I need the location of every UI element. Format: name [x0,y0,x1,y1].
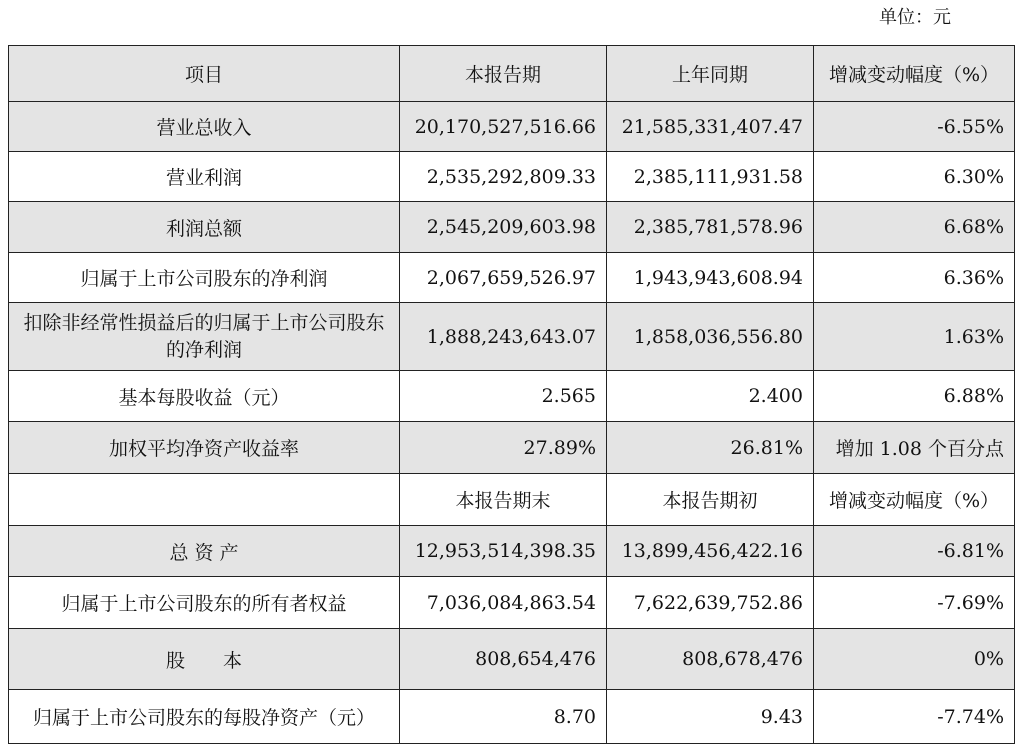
financial-summary-table [8,45,1015,744]
change-value: 6.36% [814,253,1015,303]
prior-value: 2.400 [607,371,814,422]
change-value: 0% [814,629,1015,690]
header-period-end: 本报告期末 [400,474,607,526]
table-subheader-row [9,474,1015,526]
prior-value: 9.43 [607,690,814,744]
header-current-period: 本报告期 [400,46,607,102]
header-change: 增减变动幅度（%） [814,474,1015,526]
current-value: 808,654,476 [400,629,607,690]
row-label: 归属于上市公司股东的所有者权益 [9,577,400,629]
current-value: 7,036,084,863.54 [400,577,607,629]
header-period-start: 本报告期初 [607,474,814,526]
table-row [9,422,1015,474]
current-value: 2,535,292,809.33 [400,152,607,202]
row-label: 归属于上市公司股东的净利润 [9,253,400,303]
row-label: 股 本 [9,629,400,690]
prior-value: 2,385,111,931.58 [607,152,814,202]
prior-value: 1,858,036,556.80 [607,303,814,371]
change-value: 增加 1.08 个百分点 [814,422,1015,474]
change-value: -6.55% [814,102,1015,152]
prior-value: 21,585,331,407.47 [607,102,814,152]
table-row [9,102,1015,152]
change-value: 1.63% [814,303,1015,371]
change-value: -6.81% [814,526,1015,577]
row-label: 利润总额 [9,202,400,253]
prior-value: 13,899,456,422.16 [607,526,814,577]
table-row [9,303,1015,371]
prior-value: 26.81% [607,422,814,474]
current-value: 1,888,243,643.07 [400,303,607,371]
table-row [9,577,1015,629]
change-value: 6.88% [814,371,1015,422]
table-row [9,690,1015,744]
table-row [9,526,1015,577]
current-value: 2,545,209,603.98 [400,202,607,253]
table-row [9,202,1015,253]
subheader-blank [9,474,400,526]
row-label: 基本每股收益（元） [9,371,400,422]
current-value: 20,170,527,516.66 [400,102,607,152]
table-row [9,152,1015,202]
change-value: -7.69% [814,577,1015,629]
prior-value: 2,385,781,578.96 [607,202,814,253]
table-header-row [9,46,1015,102]
row-label: 总 资 产 [9,526,400,577]
change-value: 6.68% [814,202,1015,253]
current-value: 2,067,659,526.97 [400,253,607,303]
change-value: -7.74% [814,690,1015,744]
prior-value: 1,943,943,608.94 [607,253,814,303]
row-label: 营业总收入 [9,102,400,152]
table-row [9,629,1015,690]
unit-label: 单位：元 [879,7,951,28]
header-item: 项目 [9,46,400,102]
row-label: 加权平均净资产收益率 [9,422,400,474]
current-value: 12,953,514,398.35 [400,526,607,577]
current-value: 8.70 [400,690,607,744]
table-row [9,253,1015,303]
row-label: 归属于上市公司股东的每股净资产（元） [9,690,400,744]
current-value: 27.89% [400,422,607,474]
header-prior-period: 上年同期 [607,46,814,102]
table-row [9,371,1015,422]
change-value: 6.30% [814,152,1015,202]
row-label: 扣除非经常性损益后的归属于上市公司股东的净利润 [9,303,400,371]
header-change: 增减变动幅度（%） [814,46,1015,102]
current-value: 2.565 [400,371,607,422]
prior-value: 7,622,639,752.86 [607,577,814,629]
prior-value: 808,678,476 [607,629,814,690]
row-label: 营业利润 [9,152,400,202]
